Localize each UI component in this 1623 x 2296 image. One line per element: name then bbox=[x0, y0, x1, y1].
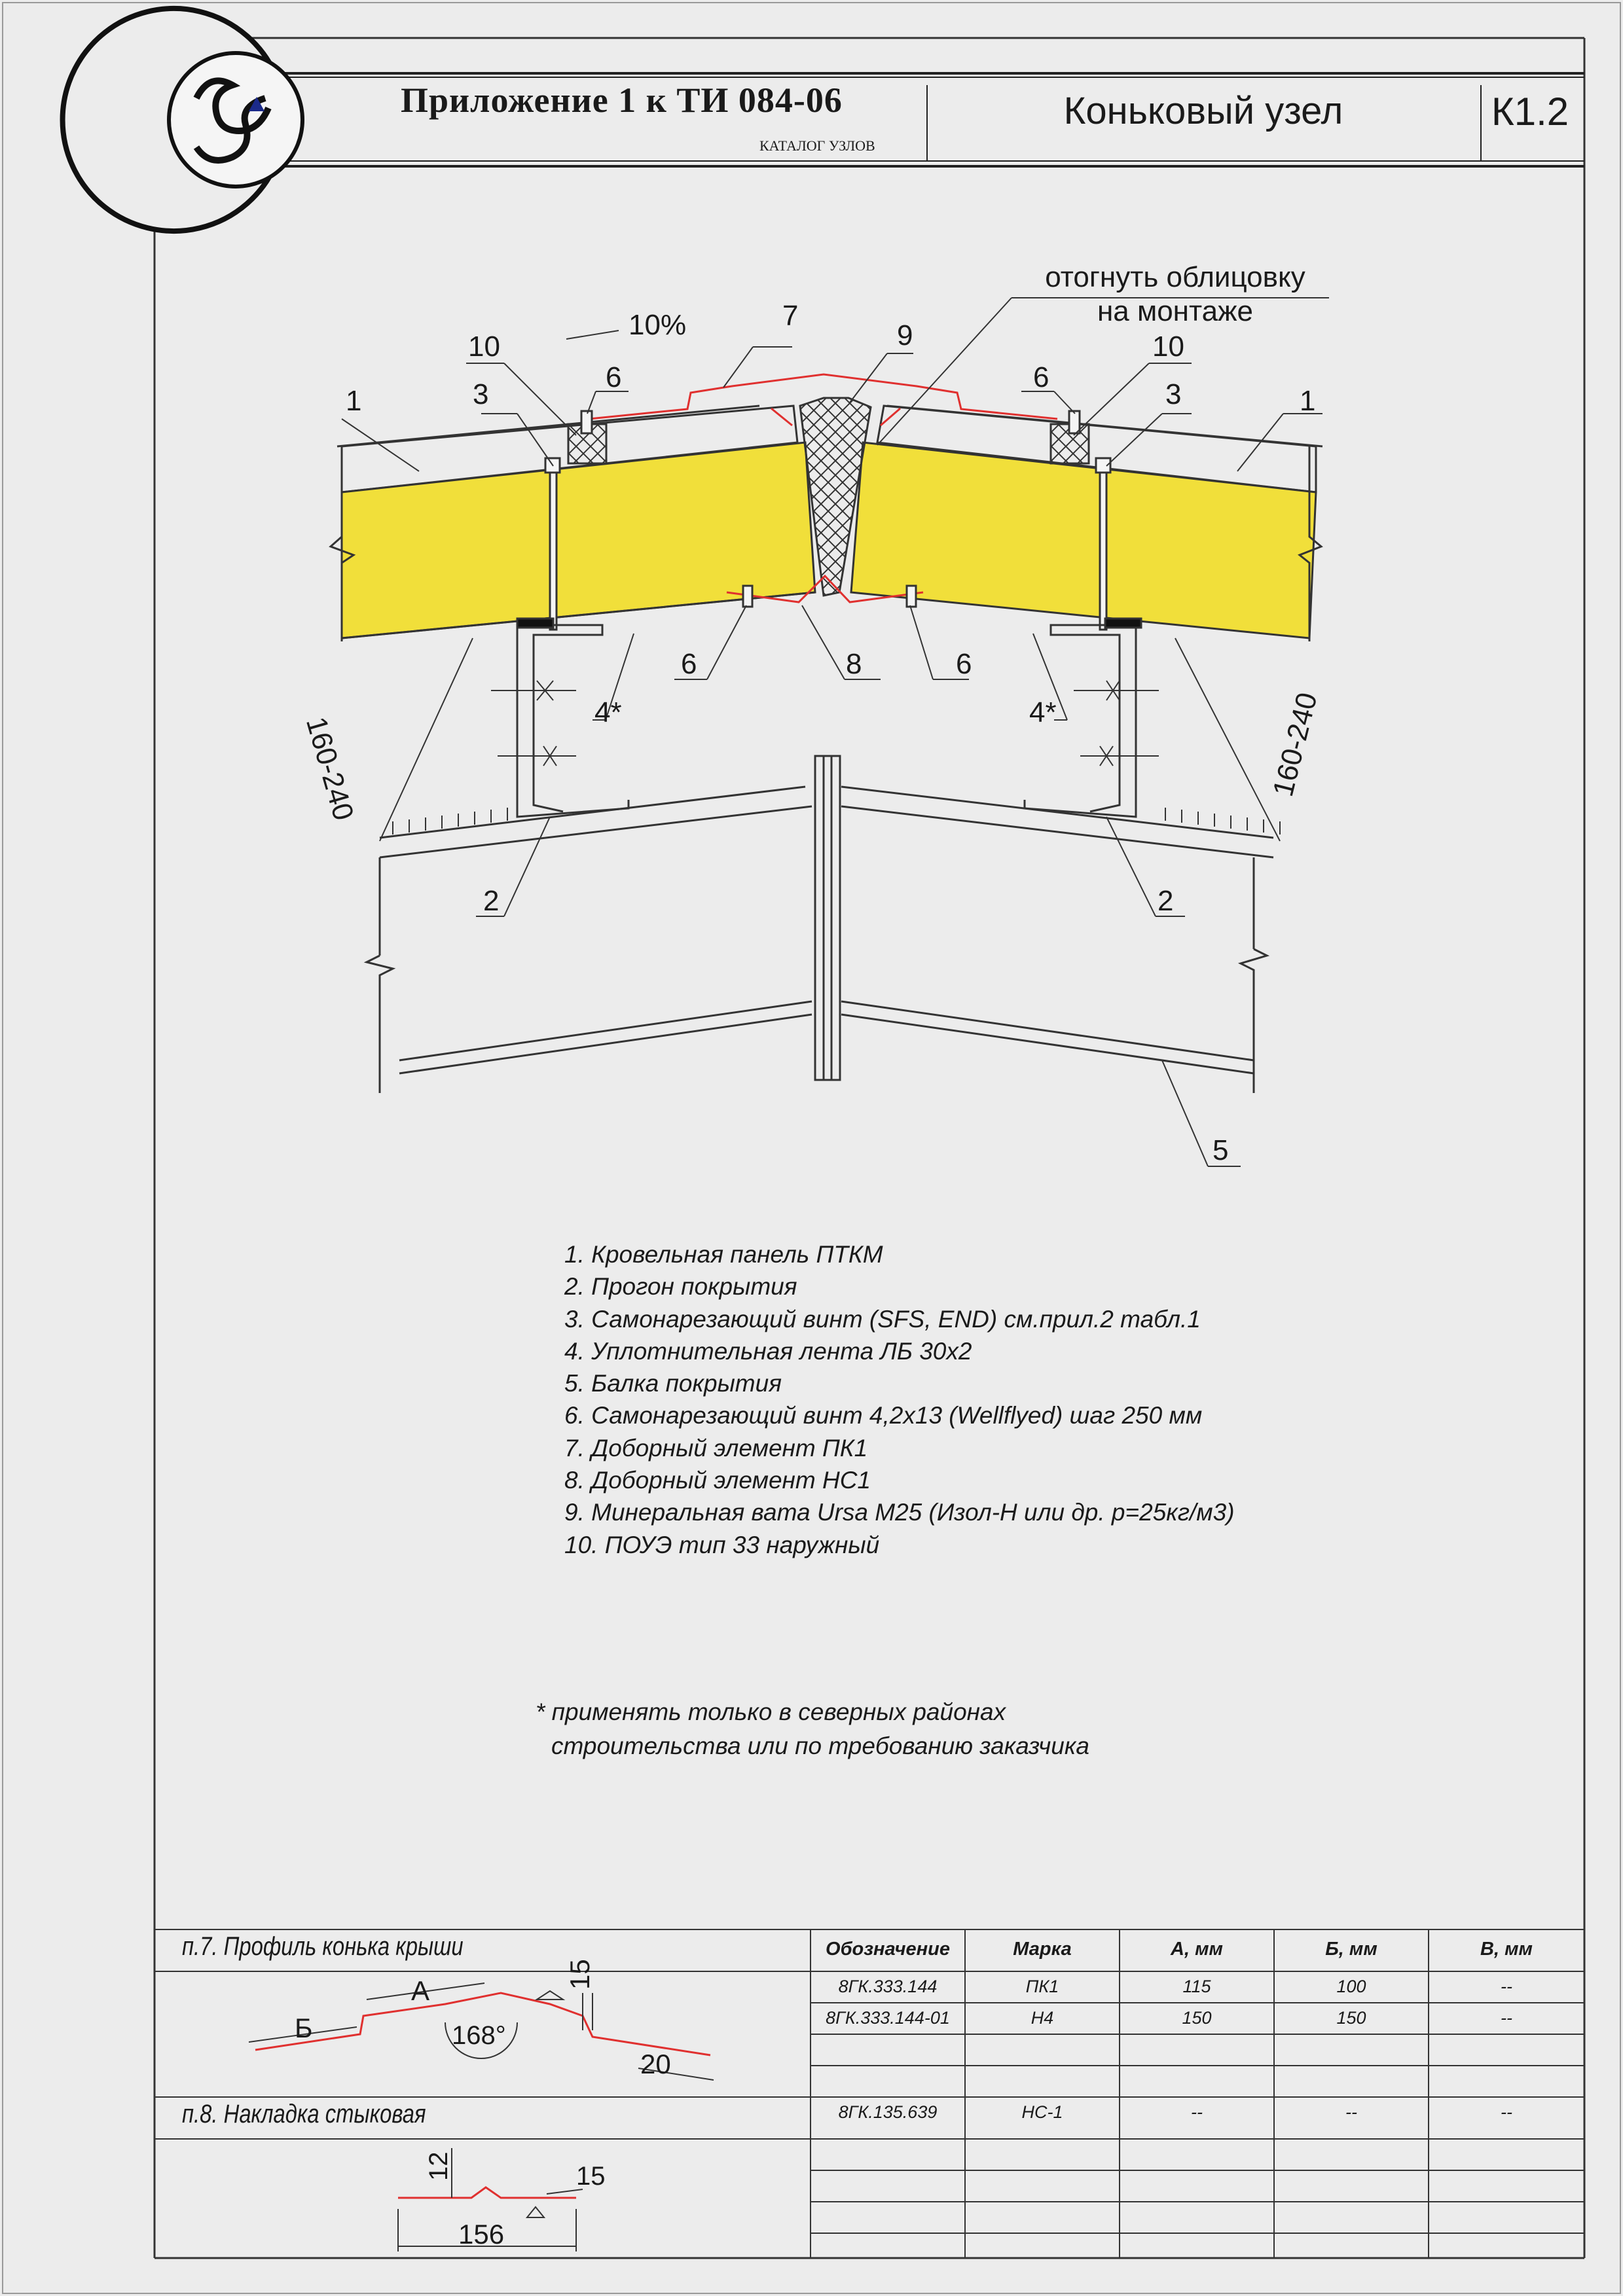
table-header: А, мм bbox=[1171, 1939, 1223, 1960]
table-cell: 115 bbox=[1182, 1977, 1211, 1996]
callout-6-bottom-left: 6 bbox=[681, 648, 697, 680]
p8-label-12: 12 bbox=[424, 2151, 453, 2181]
callout-4-right: 4* bbox=[1029, 696, 1057, 728]
table-cell: НС-1 bbox=[1021, 2102, 1063, 2122]
p7-label-angle: 168° bbox=[452, 2021, 506, 2050]
company-logo bbox=[63, 9, 302, 231]
callout-1-left: 1 bbox=[346, 385, 362, 417]
legend-item: 10. ПОУЭ тип 33 наружный bbox=[564, 1531, 880, 1558]
table-cell: ПК1 bbox=[1025, 1977, 1059, 1996]
table-cell: -- bbox=[1501, 2102, 1512, 2122]
fold-note bbox=[1012, 260, 1339, 329]
sheet-code: К1.2 bbox=[1491, 90, 1569, 134]
p7-label-20: 20 bbox=[640, 2049, 671, 2079]
footnote-line-2: строительства или по требованию заказчика bbox=[551, 1732, 1089, 1759]
callout-6-top-right: 6 bbox=[1033, 361, 1049, 393]
table-cell: 150 bbox=[1336, 2008, 1366, 2028]
table-cell: 100 bbox=[1336, 1977, 1366, 1996]
callout-8: 8 bbox=[846, 648, 862, 680]
legend-item: 7. Доборный элемент ПК1 bbox=[564, 1434, 868, 1462]
fold-note-line-2: на монтаже bbox=[1097, 295, 1254, 327]
table-cell: -- bbox=[1501, 2008, 1512, 2028]
dimension-right: 160-240 bbox=[1267, 689, 1324, 800]
p8-label-15: 15 bbox=[576, 2162, 606, 2191]
legend-item: 6. Самонарезающий винт 4,2х13 (Wellflyed) шаг 250 мм bbox=[564, 1402, 1203, 1429]
legend-list bbox=[564, 1238, 1235, 1561]
callout-2-right: 2 bbox=[1158, 885, 1174, 917]
fold-note-line-1: отогнуть облицовку bbox=[1045, 261, 1305, 293]
node-name: Коньковый узел bbox=[1063, 90, 1343, 132]
callout-5: 5 bbox=[1213, 1134, 1229, 1166]
callout-2-left: 2 bbox=[483, 885, 500, 917]
callout-9: 9 bbox=[897, 319, 913, 351]
purlin-arrows bbox=[491, 681, 1159, 766]
footnote bbox=[536, 1695, 1089, 1763]
slope-label: 10% bbox=[629, 309, 687, 341]
legend-item: 8. Доборный элемент НС1 bbox=[564, 1467, 871, 1494]
callout-10-right: 10 bbox=[1152, 331, 1184, 363]
table-cell: 150 bbox=[1182, 2008, 1212, 2028]
document-subtitle: КАТАЛОГ УЗЛОВ bbox=[759, 137, 875, 154]
callout-4-left: 4* bbox=[594, 696, 622, 728]
p7-label-a: А bbox=[411, 1975, 430, 2006]
legend-item: 9. Минеральная вата Ursa M25 (Изол-Н или др. р=25кг/м3) bbox=[564, 1499, 1235, 1526]
callout-10-left: 10 bbox=[468, 331, 500, 363]
callout-6-bottom-right: 6 bbox=[956, 648, 972, 680]
callout-6-top-left: 6 bbox=[606, 361, 622, 393]
dimension-left: 160-240 bbox=[299, 713, 360, 824]
callout-1-right: 1 bbox=[1300, 385, 1316, 417]
table-cell: -- bbox=[1191, 2102, 1203, 2122]
legend-item: 2. Прогон покрытия bbox=[564, 1273, 797, 1300]
callout-3-left: 3 bbox=[473, 378, 489, 410]
table-cell: 8ГК.135.639 bbox=[838, 2102, 938, 2122]
legend-item: 5. Балка покрытия bbox=[564, 1370, 782, 1397]
beam-right bbox=[841, 787, 1273, 1093]
column-web bbox=[815, 756, 840, 1080]
legend-item: 1. Кровельная панель ПТКМ bbox=[564, 1241, 883, 1268]
p7-label-b: Б bbox=[295, 2013, 313, 2043]
legend-item: 4. Уплотнительная лента ЛБ 30х2 bbox=[564, 1337, 972, 1365]
table-header: Б, мм bbox=[1325, 1939, 1377, 1960]
document-title: Приложение 1 к ТИ 084-06 bbox=[401, 81, 843, 120]
inner-frame bbox=[155, 38, 1584, 2258]
table-header: Обозначение bbox=[826, 1939, 950, 1960]
table-header: Марка bbox=[1013, 1939, 1072, 1960]
beam-left bbox=[367, 787, 812, 1093]
profile-p7-title: п.7. Профиль конька крыши bbox=[182, 1932, 464, 1961]
legend-item: 3. Самонарезающий винт (SFS, END) см.прил.2 табл.1 bbox=[564, 1305, 1201, 1333]
table-header: В, мм bbox=[1480, 1939, 1533, 1960]
profile-p8-title: п.8. Накладка стыковая bbox=[182, 2100, 426, 2128]
table-cell: -- bbox=[1345, 2102, 1357, 2122]
table-cell: 8ГК.333.144 bbox=[838, 1977, 938, 1996]
table-cell: Н4 bbox=[1030, 2008, 1054, 2028]
dimension-lines bbox=[380, 638, 1280, 841]
footnote-line-1: * применять только в северных районах bbox=[536, 1698, 1006, 1725]
p8-label-156: 156 bbox=[458, 2219, 505, 2250]
p7-label-15: 15 bbox=[564, 1959, 595, 1990]
table-cell: -- bbox=[1501, 1977, 1512, 1996]
callout-7: 7 bbox=[782, 300, 799, 332]
callout-3-right: 3 bbox=[1165, 378, 1182, 410]
table-cell: 8ГК.333.144-01 bbox=[826, 2008, 950, 2028]
